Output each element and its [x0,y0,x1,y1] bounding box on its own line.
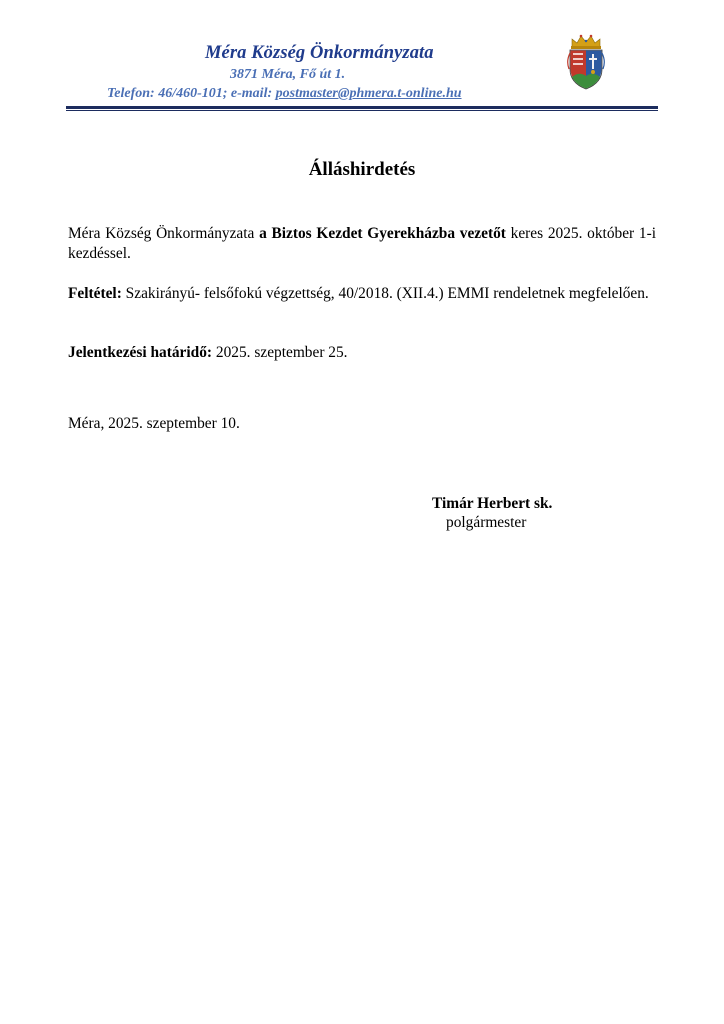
p1-text-end: keres 2025. október 1-i kezdéssel. [68,225,656,262]
letterhead-contact [107,86,462,102]
deadline-text: 2025. szeptember 25. [212,344,348,361]
document-title: Álláshirdetés [308,159,416,180]
letterhead-address: 3871 Méra, Fő út 1. [230,67,346,82]
letterhead-rule-thin [66,110,658,111]
date-line: Méra, 2025. szeptember 10. [68,415,240,432]
p1-bold-position: a Biztos Kezdet Gyerekházba vezetőt [259,225,506,242]
paragraph-position [68,224,656,264]
signer-name: Timár Herbert sk. [432,495,553,512]
contact-prefix: Telefon: 46/460-101; e-mail: [107,86,276,101]
deadline-label: Jelentkezési határidő: [68,344,213,361]
letterhead-rule-thick [66,106,658,109]
paragraph-deadline [68,343,656,363]
coat-of-arms-icon [566,33,606,91]
signer-title: polgármester [446,514,527,531]
letterhead-name: Méra Község Önkormányzata [205,43,434,63]
paragraph-requirement [68,284,656,304]
requirement-text: Szakirányú- felsőfokú végzettség, 40/2018. (XII.4.) EMMI rendeletnek megfelelően. [121,285,649,302]
email-link[interactable]: postmaster@phmera.t-online.hu [275,86,462,101]
requirement-label: Feltétel: [68,285,122,302]
p1-text-start: Méra Község Önkormányzata [68,225,260,242]
